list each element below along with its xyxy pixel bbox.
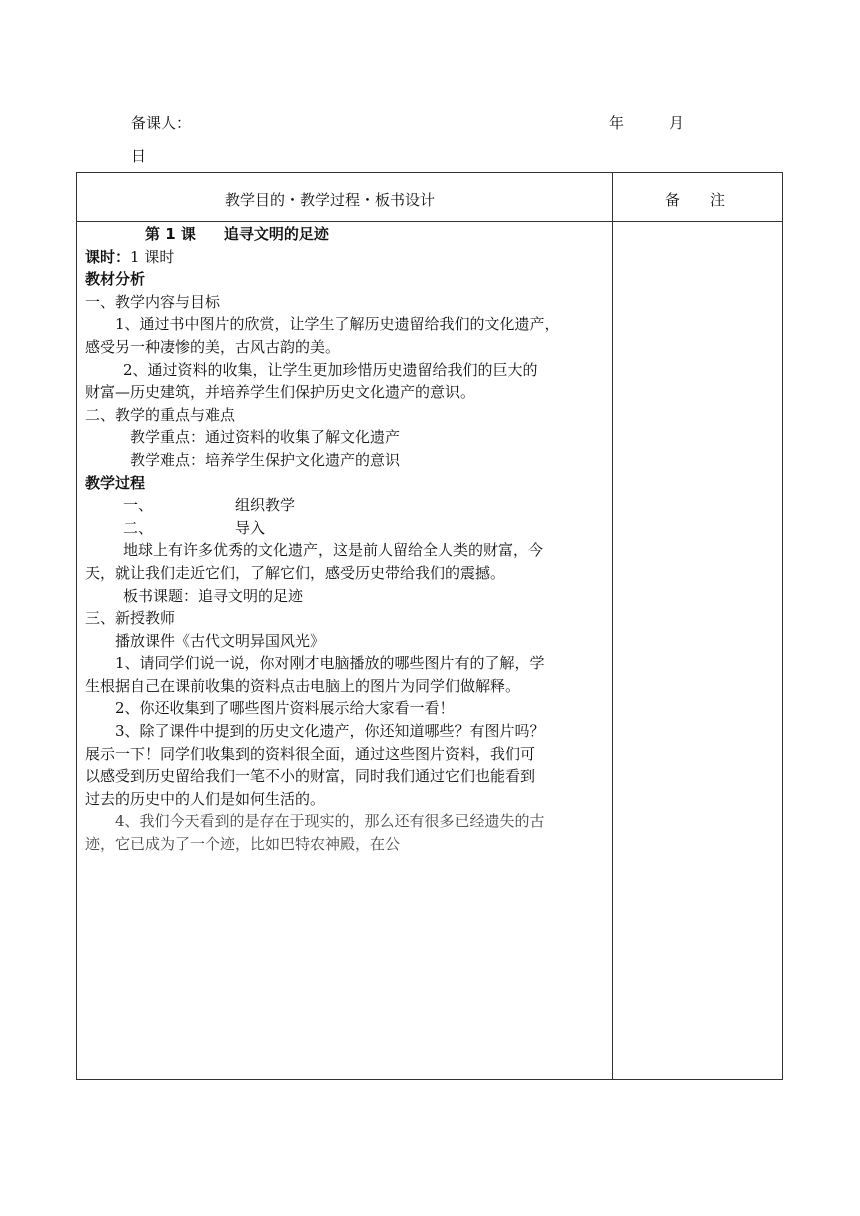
analysis-heading: 教材分析 bbox=[85, 270, 146, 289]
column-divider bbox=[612, 173, 613, 1079]
period-value: 1 课时 bbox=[130, 247, 175, 266]
step-1 bbox=[85, 494, 607, 517]
section-2-heading: 二、教学的重点与难点 bbox=[85, 405, 236, 424]
question-1-line-b: 生根据自己在课前收集的资料点击电脑上的图片为同学们做解释。 bbox=[85, 676, 521, 695]
goal-2-line-b: 财富—历史建筑，并培养学生们保护历史文化遗产的意识。 bbox=[85, 383, 476, 402]
lesson-content bbox=[85, 223, 607, 856]
question-2: 2、你还收集到了哪些图片资料展示给大家看一看！ bbox=[115, 699, 455, 718]
process-heading: 教学过程 bbox=[85, 473, 146, 492]
goal-1-line-a: 1、通过书中图片的欣赏，让学生了解历史遗留给我们的文化遗产， bbox=[115, 315, 560, 334]
step-2 bbox=[85, 517, 607, 540]
period-label: 课时： bbox=[85, 247, 131, 266]
section-3-heading: 三、新授教师 bbox=[85, 609, 176, 628]
difficulty-point: 教学难点：培养学生保护文化遗产的意识 bbox=[130, 450, 401, 469]
question-3-line-a: 3、除了课件中提到的历史文化遗产，你还知道哪些？有图片吗？ bbox=[115, 722, 545, 741]
goal-2-line-a: 2、通过资料的收集，让学生更加珍惜历史遗留给我们的巨大的 bbox=[123, 360, 538, 379]
lesson-plan-table bbox=[76, 172, 783, 1080]
key-point: 教学重点：通过资料的收集了解文化遗产 bbox=[130, 428, 401, 447]
year-label: 年 bbox=[609, 114, 625, 132]
board-title: 板书课题：追寻文明的足迹 bbox=[123, 586, 304, 605]
section-1-heading: 一、教学内容与目标 bbox=[85, 292, 221, 311]
question-1-line-a: 1、请同学们说一说，你对刚才电脑播放的哪些图片有的了解，学 bbox=[115, 654, 545, 673]
header-divider bbox=[77, 221, 782, 222]
intro-line-a: 地球上有许多优秀的文化遗产，这是前人留给全人类的财富，今 bbox=[123, 541, 544, 560]
day-label: 日 bbox=[131, 147, 147, 165]
lesson-number: 第 1 课 bbox=[145, 225, 196, 243]
intro-line-b: 天，就让我们走近它们，了解它们，感受历史带给我们的震撼。 bbox=[85, 563, 506, 582]
lesson-title: 追寻文明的足迹 bbox=[223, 225, 329, 243]
courseware-line: 播放课件《古代文明异国风光》 bbox=[115, 631, 326, 650]
step-2-number: 二、 bbox=[123, 518, 154, 537]
column-header-notes: 备 注 bbox=[665, 191, 726, 209]
question-4-line-a: 4、我们今天看到的是存在于现实的，那么还有很多已经遗失的古 bbox=[115, 812, 545, 831]
lesson-heading bbox=[85, 223, 607, 246]
goal-1-line-b: 感受另一种凄惨的美，古风古韵的美。 bbox=[85, 337, 341, 356]
question-4-line-b: 迹，它已成为了一个迹，比如巴特农神殿，在公 bbox=[85, 835, 401, 854]
step-1-text: 组织教学 bbox=[235, 496, 296, 515]
step-2-text: 导入 bbox=[235, 518, 266, 537]
preparer-label: 备课人： bbox=[131, 114, 192, 132]
step-1-number: 一、 bbox=[123, 496, 154, 515]
column-header-main: 教学目的・教学过程・板书设计 bbox=[225, 191, 436, 209]
question-3-line-c: 以感受到历史留给我们一笔不小的财富，同时我们通过它们也能看到 bbox=[85, 767, 536, 786]
period-line bbox=[85, 246, 607, 269]
question-3-line-b: 展示一下！同学们收集到的资料很全面，通过这些图片资料，我们可 bbox=[85, 744, 536, 763]
month-label: 月 bbox=[669, 114, 685, 132]
question-3-line-d: 过去的历史中的人们是如何生活的。 bbox=[85, 789, 326, 808]
